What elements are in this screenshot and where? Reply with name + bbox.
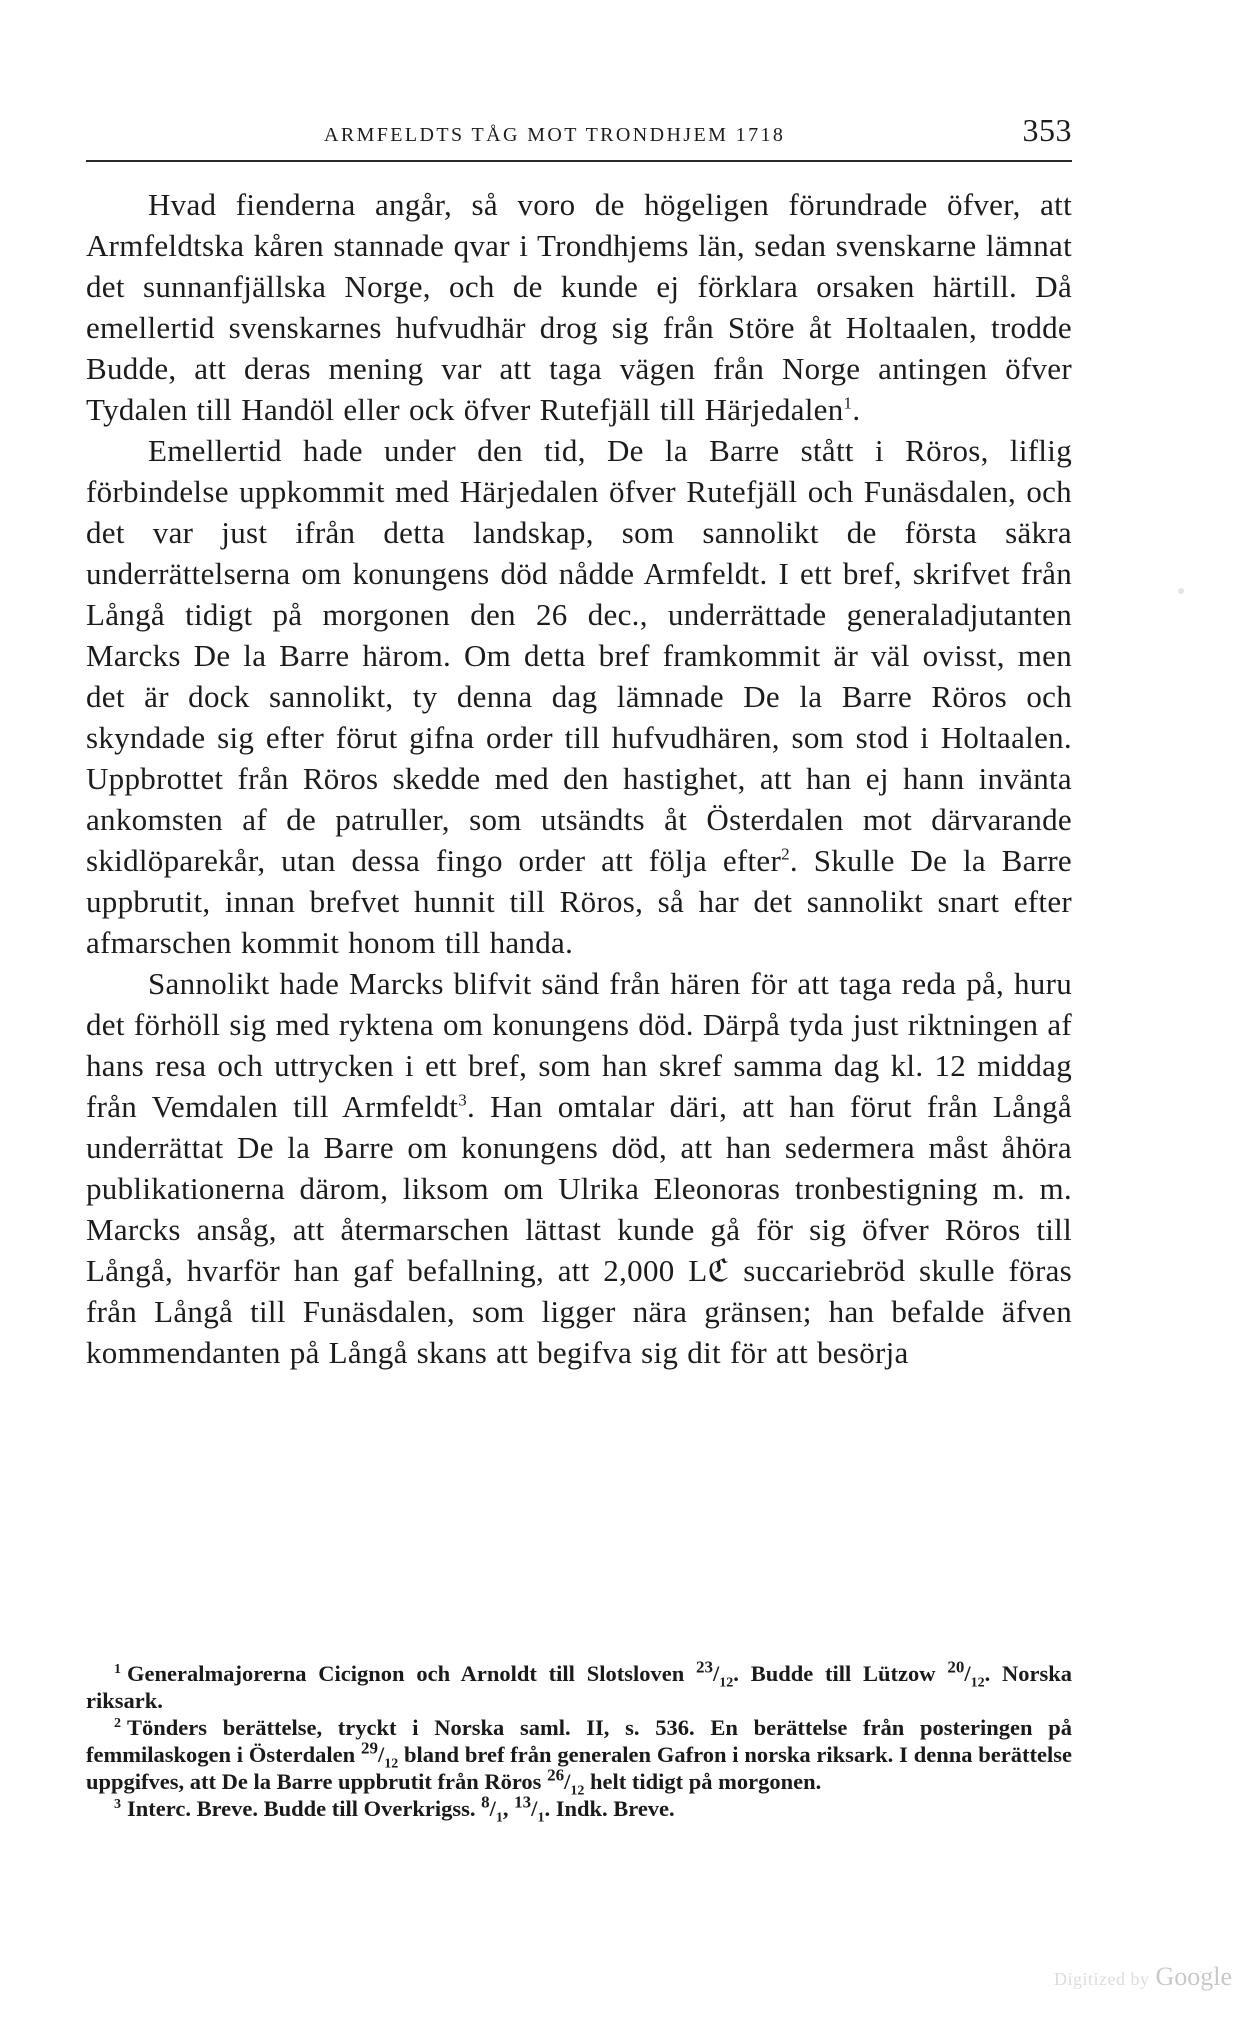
- date-month: 12: [570, 1783, 585, 1799]
- body-text: [86, 184, 1072, 1373]
- unit-glyph: ℭ: [707, 1253, 730, 1288]
- paragraph-3-text-c: succariebröd skulle föras från Långå till Funäsdalen, som ligger nära gränsen; han befalde äfven kommendanten på Långå skans att begifva sig dit för att besörja: [86, 1253, 1072, 1370]
- footnote-mark: 1: [114, 1661, 121, 1677]
- book-page: [86, 112, 1072, 1373]
- date-day: 20: [947, 1657, 965, 1677]
- page-number: 353: [1022, 112, 1072, 148]
- footnote-3: $^3$ Interc. Breve. Budde till Overkrigss. $^8/_1$, $^{13}/_1$. Indk. Breve.: [114, 1792, 675, 1826]
- footnote-text: Interc. Breve. Budde till Overkrigss.: [127, 1796, 482, 1821]
- paragraph-2-text-a: Emellertid hade under den tid, De la Barre stått i Röros, liflig förbindelse uppkommit med Härjedalen öfver Rutefjäll och Funäsdalen, och det var just ifrån detta landskap, som sannolikt de första säkra underrättelserna om konungens död nådde Armfeldt. I ett bref, skrifvet från Långå tidigt på morgonen den 26 dec., underrättade generaladjutanten Marcks De la Barre härom. Om detta bref framkommit är väl ovisst, men det är dock sannolikt, ty denna dag lämnade De la Barre Röros och skyndade sig efter förut gifna order till hufvudhären, som stod i Holtaalen. Uppbrottet från Röros skedde med den hastighet, att han ej hann invänta ankomsten af de patruller, som utsändts åt Österdalen mot därvarande skidlöparekår, utan dessa fingo order att följa efter: [86, 433, 1072, 878]
- watermark-digitized-text: Digitized by: [1053, 1969, 1150, 1989]
- date-day: 26: [547, 1765, 565, 1785]
- date-month: 1: [495, 1810, 503, 1826]
- footnote-ref-1: 1: [843, 393, 853, 413]
- paragraph-3: [86, 963, 1072, 1373]
- paragraph-3-text-b: . Han omtalar däri, att han förut från Långå underrättat De la Barre om konungens död, att han sedermera måst åhöra publikationerna därom, liksom om Ulrika Eleonoras tronbestigning m. m. Marcks ansåg, att återmarschen lättast kunde gå för sig öfver Röros till Långå, hvarför han gaf befallning, att 2,000 L: [86, 1089, 1072, 1288]
- date-month: 12: [384, 1756, 399, 1772]
- date-month: 12: [970, 1675, 985, 1691]
- paper-speck: [1178, 588, 1184, 594]
- footnote-mark: 3: [114, 1796, 121, 1812]
- footnotes: [86, 1657, 1072, 1826]
- paragraph-2: [86, 430, 1072, 963]
- footnote-ref-2: 2: [781, 844, 790, 864]
- footnote-text: . Norska riksark.: [86, 1661, 1072, 1713]
- paragraph-3-text-a: Sannolikt hade Marcks blifvit sänd från hären för att taga reda på, huru det förhöll sig med ryktena om konungens död. Därpå tyda just riktningen af hans resa och uttrycken i ett bref, som han skref samma dag kl. 12 middag från Vemdalen till Armfeldt: [86, 966, 1072, 1124]
- paragraph-1-text: Hvad fienderna angår, så voro de högeligen förundrade öfver, att Armfeldtska kåren stannade qvar i Trondhjems län, sedan svenskarne lämnat det sunnanfjällska Norge, och de kunde ej förklara orsaken härtill. Då emellertid svenskarnes hufvudhär drog sig från Störe åt Holtaalen, trodde Budde, att deras mening var att taga vägen från Norge antingen öfver Tydalen till Handöl eller ock öfver Rutefjäll till Härjedalen: [86, 187, 1072, 427]
- footnote-text: Generalmajorerna Cicignon och Arnoldt till Slotsloven: [127, 1661, 697, 1686]
- footnote-text: helt tidigt på morgonen.: [584, 1769, 822, 1794]
- running-head: [86, 112, 1072, 162]
- footnote-1: $^1$ Generalmajorerna Cicignon och Arnoldt till Slotsloven $^{23}/_{12}$. Budde till Lützow $^{20}/_{12}$. Norska riksark.: [86, 1657, 1072, 1713]
- date-month: 12: [719, 1675, 734, 1691]
- footnote-mark: 2: [114, 1715, 121, 1731]
- paragraph-2-text-b: . Skulle De la Barre uppbrutit, innan brefvet hunnit till Röros, så har det sannolikt snart efter afmarschen kommit honom till handa.: [86, 843, 1072, 960]
- running-title: ARMFELDTS TÅG MOT TRONDHJEM 1718: [324, 124, 786, 146]
- watermark-brand: Google: [1155, 1962, 1232, 1991]
- footnote-text: Tönders berättelse, tryckt i Norska saml. II, s. 536. En berättelse från posteringen på femmilaskogen i Österdalen: [86, 1715, 1072, 1767]
- footnote-text: bland bref från generalen Gafron i norska riksark. I denna berättelse uppgifves, att De la Barre uppbrutit från Röros: [86, 1742, 1072, 1794]
- footnote-text: ,: [502, 1796, 515, 1821]
- footnote-text: . Indk. Breve.: [544, 1796, 675, 1821]
- date-day: 23: [696, 1657, 714, 1677]
- paragraph-1-end: .: [852, 392, 861, 427]
- footnote-text: . Budde till Lützow: [733, 1661, 948, 1686]
- date-day: 13: [514, 1792, 532, 1812]
- date-month: 1: [537, 1810, 545, 1826]
- paragraph-1: [86, 184, 1072, 430]
- digitized-watermark: [1054, 1962, 1232, 1992]
- footnote-ref-3: 3: [458, 1090, 467, 1110]
- date-day: 29: [360, 1738, 378, 1758]
- date-day: 8: [481, 1792, 490, 1812]
- footnote-2: $^2$ Tönders berättelse, tryckt i Norska saml. II, s. 536. En berättelse från posteringen på femmilaskogen i Österdalen $^{29}/_{12}$ bland bref från generalen Gafron i norska riksark. I denna berättelse uppgifves, att De la Barre uppbrutit från Röros $^{26}/_{12}$ helt tidigt på morgonen.: [86, 1715, 1072, 1799]
